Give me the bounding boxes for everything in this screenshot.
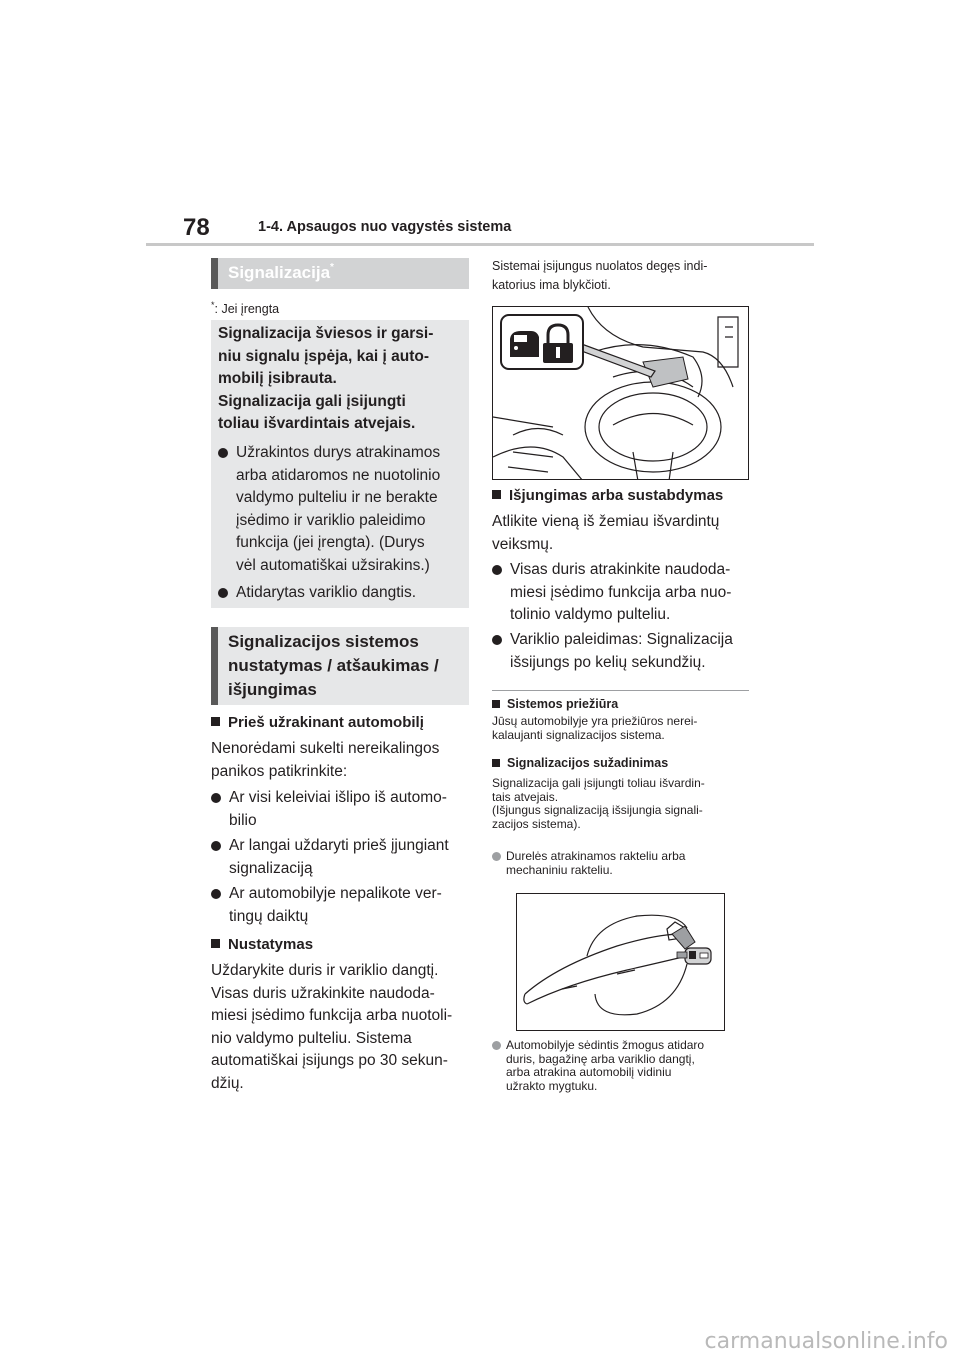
square-bullet-icon [492, 700, 500, 708]
bullet-icon [211, 889, 221, 899]
subheading-text: Sistemos priežiūra [507, 697, 619, 711]
list-item-text [229, 835, 449, 880]
bullet-icon [211, 841, 221, 851]
door-handle-drawing [517, 894, 725, 1031]
subheading-small [492, 697, 618, 711]
text-line: įsėdimo ir variklio paleidimo [236, 511, 426, 529]
footnote-mark: * [211, 300, 215, 310]
text-line: toliau išvardintais atvejais. [218, 415, 416, 432]
square-bullet-icon [492, 490, 501, 499]
bullet-icon [211, 793, 221, 803]
square-bullet-icon [492, 759, 500, 767]
bullet-icon [218, 448, 228, 458]
heading-signalizacija [211, 258, 469, 289]
text-line: Ar langai uždaryti prieš įjungiant [229, 837, 449, 854]
text-line: zacijos sistema). [492, 816, 581, 831]
subheading-text: Prieš užrakinant automobilį [228, 714, 424, 731]
text-line: Jūsų automobilyje yra priežiūros nerei- [492, 714, 698, 728]
info-box-summary [218, 323, 458, 436]
subheading [211, 936, 313, 953]
text-line: Signalizacija gali įsijungti [218, 392, 406, 410]
bullet-icon [218, 588, 228, 598]
text-line: Ar visi keleiviai išlipo iš automo- [229, 789, 447, 806]
text-line: nustatymas / atšaukimas / [228, 656, 439, 675]
divider [492, 690, 749, 691]
watermark-link[interactable]: carmanualsonline.info [704, 1329, 948, 1354]
paragraph [211, 960, 473, 1095]
heading-sistemos-nustatymas [211, 627, 469, 705]
bullet-icon [492, 565, 502, 575]
text-line: valdymo pulteliu ir ne berakte [236, 489, 438, 506]
text-line: niu signalu įspėja, kai į auto- [218, 347, 430, 365]
door-handle-illustration [516, 893, 725, 1031]
paragraph [492, 257, 707, 295]
text-line: Nenorėdami sukelti nereikalingos [211, 740, 440, 757]
text-line: Ar automobilyje nepalikote ver- [229, 885, 442, 902]
text-line: veiksmų. [492, 535, 554, 553]
text-line: arba atrakina automobilį vidiniu [506, 1065, 672, 1079]
paragraph [492, 715, 752, 742]
dashboard-illustration [492, 306, 749, 480]
text-line: Uždarykite duris ir variklio dangtį. [211, 962, 439, 979]
footnote-text: : Jei įrengta [214, 302, 280, 317]
text-line: Variklio paleidimas: Signalizacija [510, 631, 733, 648]
text-line: Durelės atrakinamos rakteliu arba [506, 849, 686, 863]
subheading-text: Signalizacijos sužadinimas [507, 756, 669, 770]
text-line: duris, bagažinę arba variklio dangtį, [506, 1051, 695, 1066]
gray-bullet-icon [492, 1041, 501, 1050]
text-line: signalizaciją [229, 859, 313, 877]
text-line: automatiškai įsijungs po 30 sekun- [211, 1052, 448, 1069]
footnote [211, 300, 279, 316]
text-line: išsijungs po kelių sekundžių. [510, 653, 706, 671]
subheading-text: Išjungimas arba sustabdymas [509, 487, 724, 504]
section-title: 1-4. Apsaugos nuo vagystės sistema [258, 219, 512, 235]
text-line: Visas duris užrakinkite naudoda- [211, 984, 435, 1002]
heading-text: Signalizacija [228, 263, 331, 282]
text-line: funkcija (jei įrengta). (Durys [236, 534, 425, 551]
text-line: nio valdymo pulteliu. Sistema [211, 1029, 412, 1047]
text-line: kalaujanti signalizacijos sistema. [492, 727, 665, 742]
text-line: (Išjungus signalizaciją išsijungia signali- [492, 803, 703, 817]
subheading-text: Nustatymas [228, 936, 314, 953]
bullet-icon [492, 635, 502, 645]
text-line: katorius ima blykčioti. [492, 278, 611, 292]
heading-mark: * [330, 262, 334, 273]
square-bullet-icon [211, 939, 220, 948]
paragraph [492, 511, 752, 556]
text-line: Automobilyje sėdintis žmogus atidaro [506, 1038, 705, 1052]
list-item-text [506, 850, 685, 877]
text-line: mobilį įsibrauta. [218, 370, 337, 387]
text-line: tolinio valdymo pulteliu. [510, 606, 671, 623]
text-line: Užrakintos durys atrakinamos [236, 444, 441, 461]
list-item-text [506, 1039, 704, 1093]
text-line: miesi įsėdimo funkcija arba nuo- [510, 583, 732, 601]
dashboard-drawing [493, 307, 749, 480]
gray-bullet-icon [492, 852, 501, 861]
text-line: mechaniniu rakteliu. [506, 862, 613, 877]
text-line: Signalizacija gali įsijungti toliau išvardin- [492, 776, 705, 790]
square-bullet-icon [211, 717, 220, 726]
list-item-text: Atidarytas variklio dangtis. [236, 584, 417, 601]
text-line: arba atidaromos ne nuotolinio [236, 466, 441, 484]
text-line: panikos patikrinkite: [211, 762, 348, 780]
subheading [492, 487, 723, 504]
text-line: Signalizacijos sistemos [228, 632, 419, 651]
text-line: tais atvejais. [492, 789, 559, 804]
list-item-text [510, 559, 731, 627]
list-item-text [229, 883, 442, 928]
list-item-text [236, 442, 440, 577]
text-line: Signalizacija šviesos ir garsi- [218, 325, 434, 342]
text-line: užrakto mygtuku. [506, 1078, 598, 1093]
text-line: džių. [211, 1074, 244, 1092]
text-line: tingų daiktų [229, 907, 309, 925]
text-line: Atlikite vieną iš žemiau išvardintų [492, 513, 720, 530]
list-item-text [510, 629, 733, 674]
subheading [211, 714, 424, 731]
header-divider [146, 243, 814, 246]
paragraph [492, 777, 754, 831]
paragraph [211, 738, 469, 783]
subheading-small [492, 756, 668, 770]
text-line: Sistemai įsijungus nuolatos degęs indi- [492, 259, 708, 273]
list-item-text [229, 787, 447, 832]
text-line: miesi įsėdimo funkcija arba nuotoli- [211, 1007, 453, 1024]
text-line: bilio [229, 811, 257, 829]
page-number: 78 [183, 214, 210, 241]
text-line: išjungimas [228, 680, 317, 699]
text-line: Visas duris atrakinkite naudoda- [510, 561, 731, 578]
text-line: vėl automatiškai užsirakins.) [236, 556, 430, 574]
